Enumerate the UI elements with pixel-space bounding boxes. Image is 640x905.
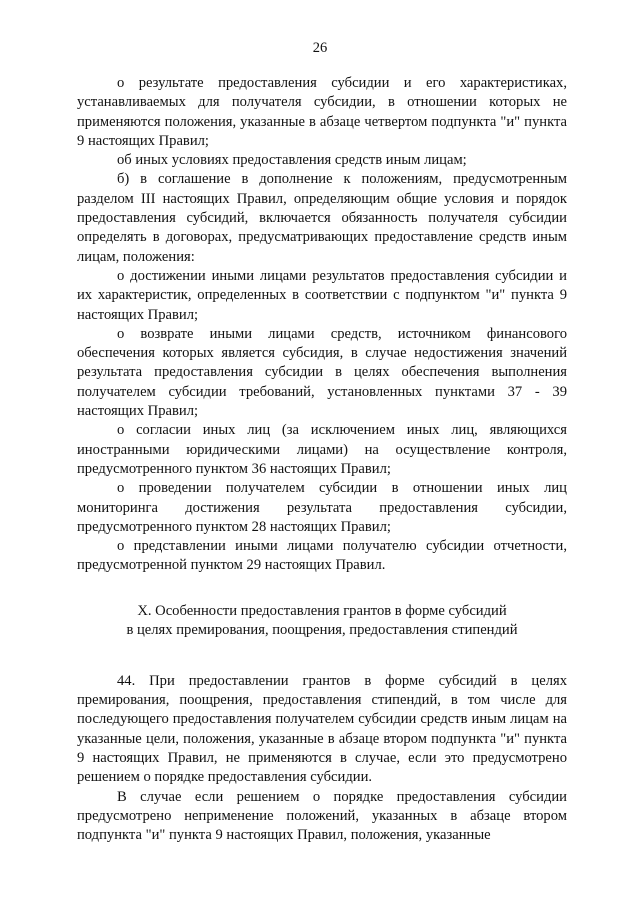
section-heading-line: X. Особенности предоставления грантов в форме субсидий: [137, 602, 507, 619]
paragraph: о достижении иными лицами результатов предоставления субсидии и их характеристик, определенных в соответствии с подпунктом "и" пункта 9 настоящих Правил;: [77, 267, 567, 323]
paragraph: о возврате иными лицами средств, источником финансового обеспечения которых является субсидия, в случае недостижения значений результата предоставления субсидии в целях обеспечения выполнения получателем субсидии требований, установленных пунктами 37 - 39 настоящих Правил;: [77, 325, 567, 420]
paragraph: 44. При предоставлении грантов в форме субсидий в целях премирования, поощрения, предоставления стипендий, в том числе для последующего предоставления получателем субсидии средств иным лицам на указанные цели, положения, указанные в абзаце втором подпункта "и" пункта 9 настоящих Правил, не применяются в случае, если это предусмотрено решением о порядке предоставления субсидии.: [77, 672, 567, 786]
paragraph: об иных условиях предоставления средств иным лицам;: [117, 152, 467, 169]
page-number: 26: [312, 40, 328, 56]
paragraph: о результате предоставления субсидии и его характеристиках, устанавливаемых для получателя субсидии, в отношении которых не применяются положения, указанные в абзаце четвертом подпункта "и" пункта 9 настоящих Правил;: [77, 75, 567, 149]
paragraph: о проведении получателем субсидии в отношении иных лиц мониторинга достижения результата предоставления субсидии, предусмотренного пунктом 28 настоящих Правил;: [77, 480, 567, 535]
paragraph: В случае если решением о порядке предоставления субсидии предусмотрено неприменение положений, указанных в абзаце втором подпункта "и" пункта 9 настоящих Правил, положения, указанные: [77, 788, 567, 844]
paragraph: б) в соглашение в дополнение к положениям, предусмотренным разделом III настоящих Правил, определяющим общие условия и порядок предоставления субсидий, включается обязанность получателя субсидии определять в договорах, предусматривающих предоставление средств иным лицам, положения:: [77, 171, 567, 265]
document-body: [77, 74, 567, 845]
section-heading: [77, 602, 567, 641]
paragraph: о согласии иных лиц (за исключением иных лиц, являющихся иностранными юридическими лицами) на осуществление контроля, предусмотренного пунктом 36 настоящих Правил;: [77, 422, 567, 477]
section-heading-line: в целях премирования, поощрения, предоставления стипендий: [126, 622, 518, 639]
paragraph: о представлении иными лицами получателю субсидии отчетности, предусмотренной пунктом 29 настоящих Правил.: [77, 538, 567, 574]
